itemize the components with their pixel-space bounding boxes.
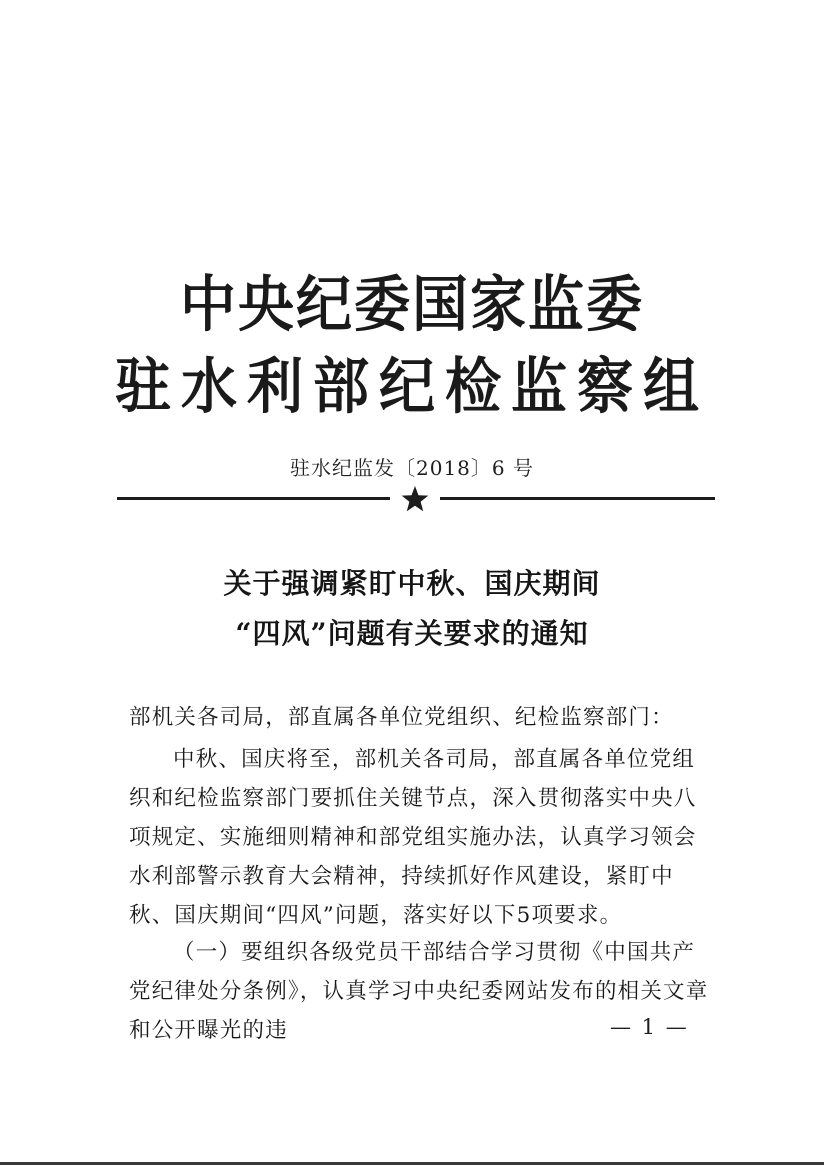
page-number: — 1 — (610, 1015, 689, 1039)
salutation: 部机关各司局，部直属各单位党组织、纪检监察部门： (129, 705, 674, 730)
separator-rule-left (117, 497, 390, 500)
document-number: 驻水纪监发〔2018〕6 号 (290, 456, 534, 480)
scan-bottom-edge (0, 1162, 824, 1165)
issuing-org-line-1: 中央纪委国家监委 (180, 269, 644, 340)
star-icon (400, 484, 430, 514)
issuing-org-line-2: 驻水利部纪检监察组 (115, 351, 709, 422)
notice-title-line-2: “四风”问题有关要求的通知 (235, 617, 589, 650)
separator-rule-right (440, 497, 715, 500)
body-paragraph-1: 中秋、国庆将至，部机关各司局，部直属各单位党组织和纪检监察部门要抓住关键节点，深入贯彻落实中央八项规定、实施细则精神和部党组实施办法，认真学习领会水利部警示教育大会精神，持续抓好作风建设，紧盯中秋、国庆期间“四风”问题，落实好以下5项要求。 (129, 747, 697, 928)
body-paragraph-2: （一）要组织各级党员干部结合学习贯彻《中国共产党纪律处分条例》，认真学习中央纪委网站发布的相关文章和公开曝光的违 (129, 940, 709, 1043)
notice-title-line-1: 关于强调紧盯中秋、国庆期间 (223, 567, 601, 600)
